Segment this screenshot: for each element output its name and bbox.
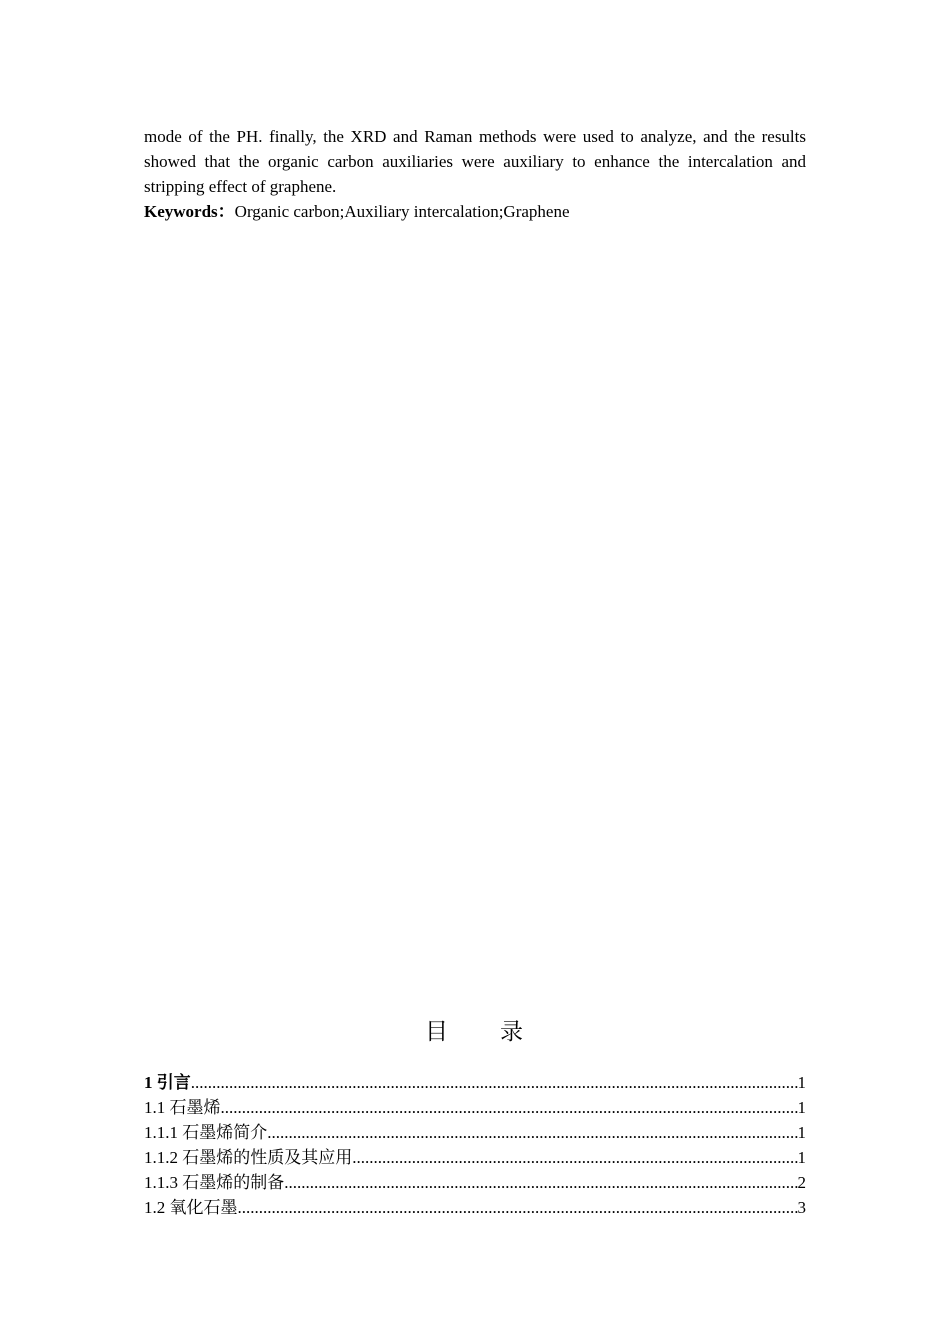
toc-leader — [284, 1170, 797, 1195]
toc-entry-label: 1.2 氧化石墨 — [144, 1198, 238, 1217]
toc-title: 目 录 — [425, 1019, 525, 1045]
toc-page-number: 1 — [797, 1073, 806, 1092]
toc-entry-label: 1.1 石墨烯 — [144, 1098, 221, 1117]
abstract-paragraph — [144, 124, 806, 199]
keywords-value: Organic carbon;Auxiliary intercalation;Graphene — [234, 202, 570, 221]
toc-entry-label: 1.1.2 石墨烯的性质及其应用 — [144, 1148, 353, 1167]
toc-entry-label: 1 引言 — [144, 1073, 191, 1092]
toc-page-number: 1 — [797, 1148, 806, 1167]
toc-leader — [221, 1095, 798, 1120]
abstract-text: mode of the PH. finally, the XRD and Raman methods were used to analyze, and the results showed that the organic carbon auxiliaries were auxiliary to enhance the intercalation and stripping effect of graphene. — [144, 127, 806, 196]
table-of-contents — [144, 1070, 806, 1220]
toc-page-number: 1 — [797, 1123, 806, 1142]
toc-leader — [267, 1120, 797, 1145]
toc-leader — [238, 1195, 798, 1220]
toc-entry-1-1[interactable] — [144, 1095, 806, 1120]
toc-page-number: 3 — [797, 1198, 806, 1217]
toc-entry-label: 1.1.1 石墨烯简介 — [144, 1123, 268, 1142]
toc-page-number: 1 — [797, 1098, 806, 1117]
toc-entry-1-1-2[interactable] — [144, 1145, 806, 1170]
toc-leader — [191, 1070, 798, 1095]
toc-entry-1-1-3[interactable] — [144, 1170, 806, 1195]
toc-leader — [352, 1145, 797, 1170]
toc-page-number: 2 — [797, 1173, 806, 1192]
toc-entry-1-2[interactable] — [144, 1195, 806, 1220]
toc-entry-1[interactable] — [144, 1070, 806, 1095]
keywords-line — [144, 199, 806, 224]
toc-entry-1-1-1[interactable] — [144, 1120, 806, 1145]
toc-entry-label: 1.1.3 石墨烯的制备 — [144, 1173, 285, 1192]
keywords-label: Keywords： — [144, 202, 235, 221]
